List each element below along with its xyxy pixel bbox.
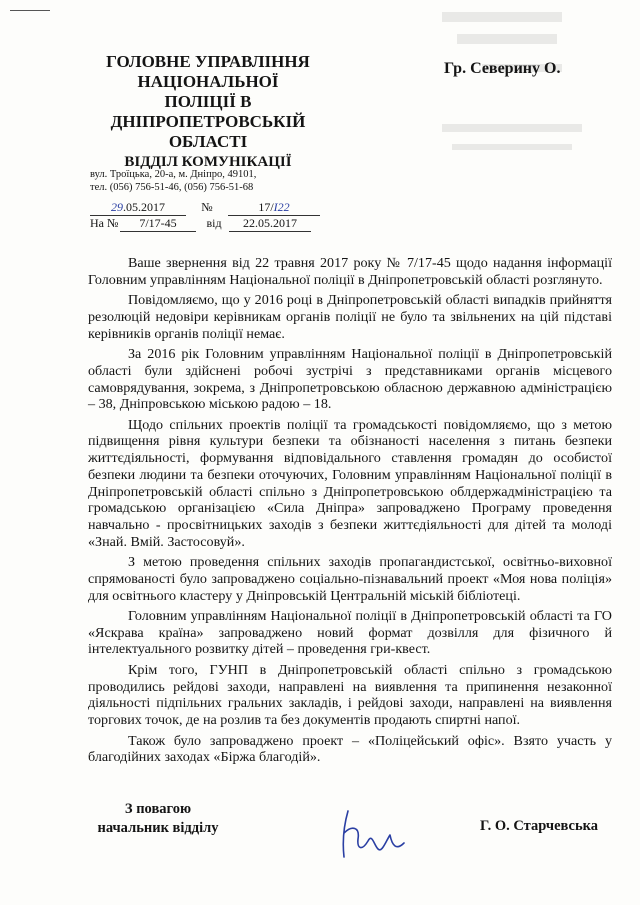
letterhead-address	[90, 168, 256, 194]
paragraph-7: Крім того, ГУНП в Дніпропетровській області спільно з громадською проводились рейдові заходи, направлені на виявлення та припинення незаконної діяльності підпільних гральних закладів, і рейдові заходи, направлені на виявлення торгових точок, де на розлив та без документів продають спиртні напої.	[88, 661, 612, 729]
org-name-line-1: ГОЛОВНЕ УПРАВЛІННЯ	[106, 52, 310, 71]
reply-number: 7/17-45	[120, 216, 196, 232]
signer-position: начальник відділу	[97, 820, 219, 836]
closing-regards: З повагою	[124, 801, 192, 817]
paragraph-1: Ваше звернення від 22 травня 2017 року № 7/17-45 щодо надання інформації Головним управлінням Національної поліції в Дніпропетровській області розглянуто.	[88, 255, 612, 288]
addressee: Гр. Северину О.	[444, 60, 561, 77]
outgoing-date-day: 29	[111, 200, 123, 214]
paragraph-3: За 2016 рік Головним управлінням Національної поліції в Дніпропетровській області були здійснені робочі зустрічі з представниками органів місцевого самоврядування, зокрема, з Дніпропетровською обласною державною адміністрацією – 38, Дніпровською міською радою – 18.	[88, 346, 612, 413]
phone-line: тел. (056) 756-51-46, (056) 756-51-68	[90, 182, 254, 193]
closing-block	[88, 800, 228, 838]
outgoing-date: 29.05.2017	[90, 200, 186, 216]
paragraph-4: Щодо спільних проектів поліції та громадськості повідомляємо, що з метою підвищення рівня культури безпеки та обізнаності населення з питань безпеки життєдіяльності, формування відповідального ставлення громадян до особистої безпеки людини та безпеки оточуючих, Головним управлінням Національної поліції в Дніпропетровській області спільно з Дніпропетровською облдержадміністрацією та громадською організацією «Сила Дніпра» запроваджено Програму проведення навчально - просвітницьких заходів з безпеки життєдіяльності для дітей та молоді «Знай. Вмій. Застосовуй».	[88, 416, 612, 550]
address-line: вул. Троїцька, 20-а, м. Дніпро, 49101,	[90, 169, 257, 180]
paragraph-5: З метою проведення спільних заходів пропагандистської, освітньо-виховної спрямованості було запроваджено соціально-пізнавальний проект «Моя нова поліція» для освітнього кластеру у Дніпровській Центральній міській бібліотеці.	[88, 554, 612, 604]
department-name: ВІДДІЛ КОМУНІКАЦІЇ	[124, 154, 292, 170]
outgoing-number: 17/І22	[228, 200, 320, 216]
org-name-line-2: НАЦІОНАЛЬНОЇ	[137, 72, 279, 91]
org-name-line-4: ДНІПРОПЕТРОВСЬКІЙ	[110, 112, 306, 131]
reply-date-label: від	[206, 216, 222, 230]
top-mark	[10, 10, 50, 11]
reply-date: 22.05.2017	[229, 216, 311, 232]
reply-reference	[90, 216, 311, 232]
handwritten-signature	[330, 805, 420, 865]
outgoing-registration	[90, 200, 320, 216]
letter-body	[88, 255, 612, 770]
reply-label: На №	[90, 216, 119, 230]
signer-name: Г. О. Старчевська	[480, 818, 599, 834]
bleed-through-marks	[422, 4, 602, 204]
number-label: №	[201, 200, 213, 214]
paragraph-2: Повідомляємо, що у 2016 році в Дніпропетровській області випадків прийняття резолюцій недовіри керівникам органів поліції не було та звільнених на цій підставі керівників органів поліції немає.	[88, 292, 612, 342]
org-name-line-5: ОБЛАСТІ	[168, 132, 248, 151]
letterhead	[78, 52, 338, 172]
outgoing-number-handwritten: І22	[273, 200, 290, 214]
org-name-line-3: ПОЛІЦІЇ В	[164, 92, 252, 111]
paragraph-8: Також було запроваджено проект – «Поліцейський офіс». Взято участь у благодійних заходах «Біржа благодій».	[88, 732, 612, 766]
paragraph-6: Головним управлінням Національної поліції в Дніпропетровській області та ГО «Яскрава країна» запроваджено новий формат дозвілля для фізичного й інтелектуального розвитку дітей – проведення гри-квест.	[88, 608, 612, 658]
